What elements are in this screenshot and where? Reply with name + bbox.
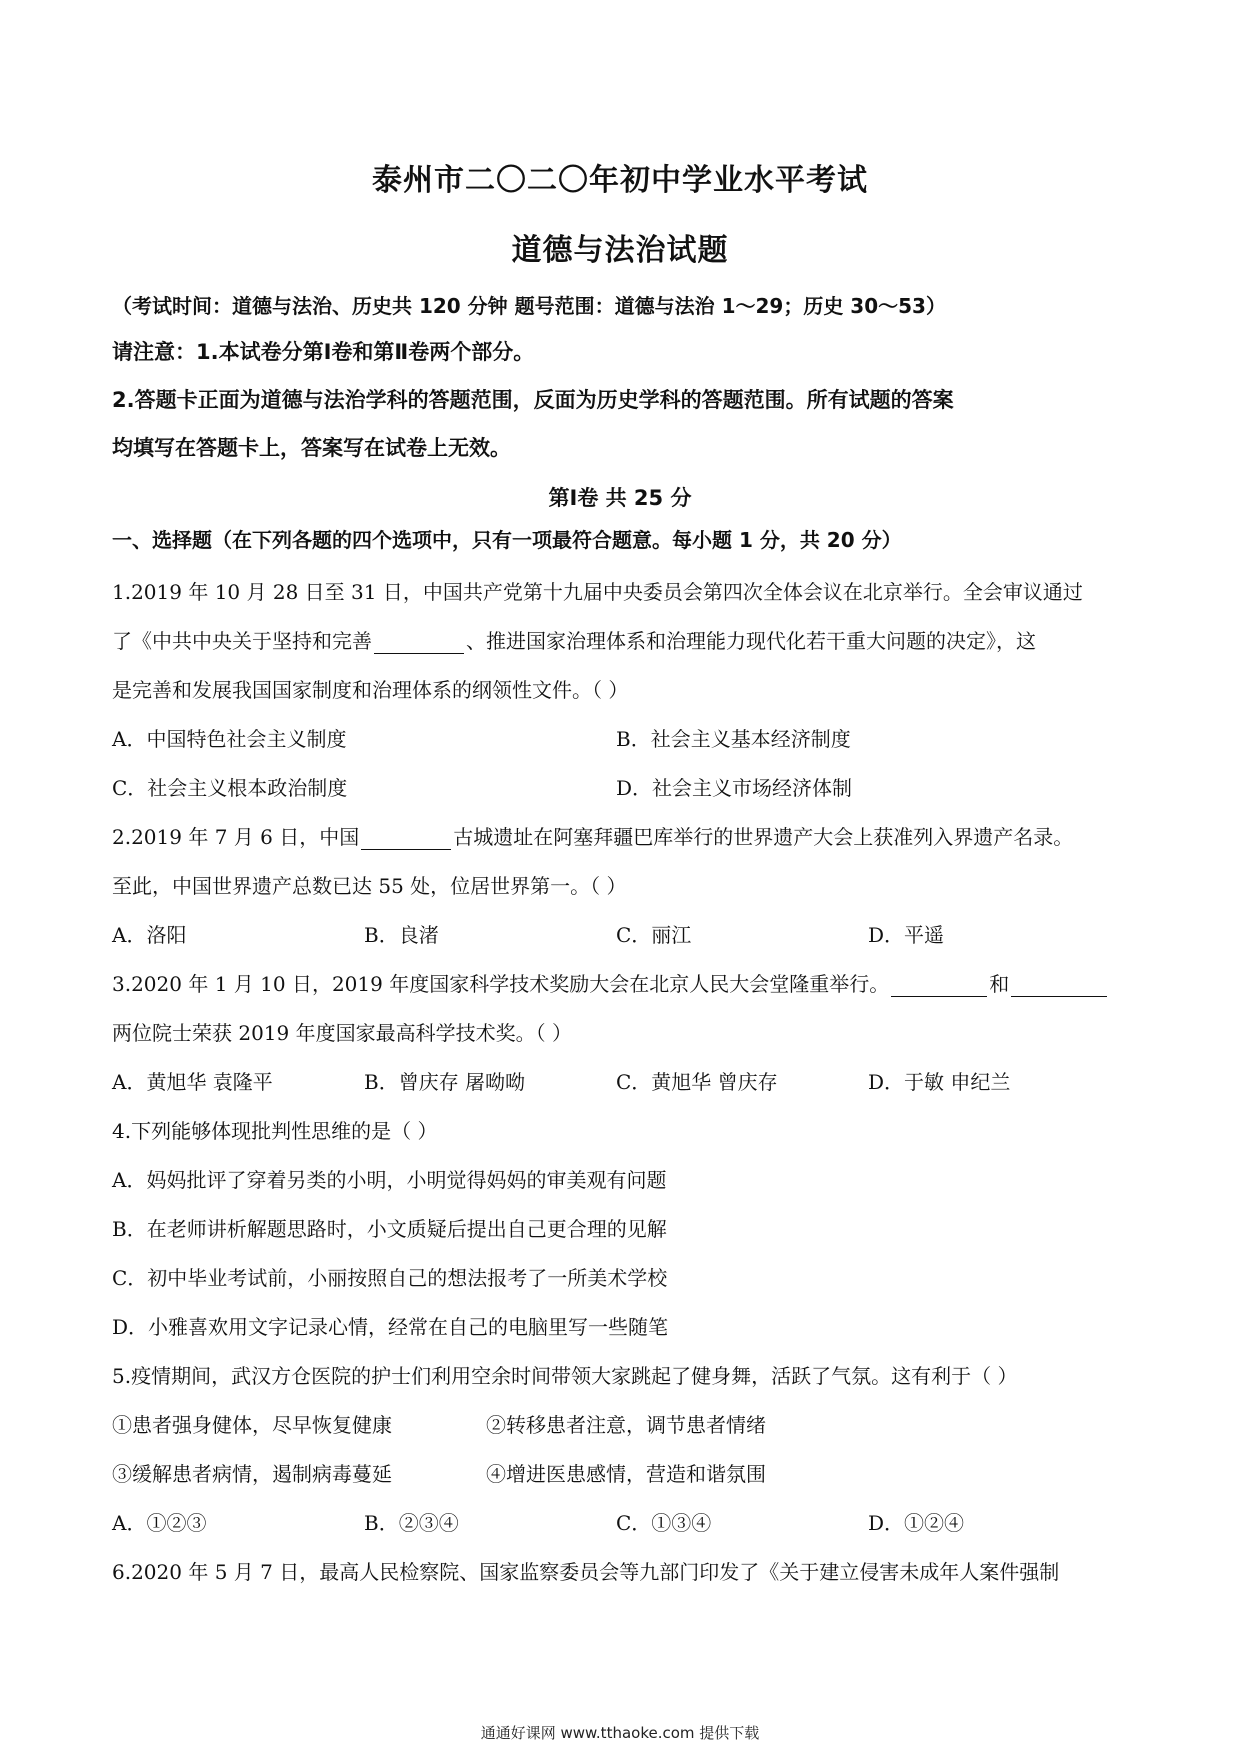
q3-option-a: A．黄旭华 袁隆平: [112, 1070, 273, 1094]
q2-blank: [361, 829, 451, 850]
q4-option-a: A．妈妈批评了穿着另类的小明，小明觉得妈妈的审美观有问题: [112, 1168, 667, 1192]
q5-option-c: C．①③④: [616, 1511, 712, 1535]
q3-option-b: B．曾庆存 屠呦呦: [364, 1070, 526, 1094]
q2-option-c: C．丽江: [616, 923, 692, 947]
q2-line2: 至此，中国世界遗产总数已达 55 处，位居世界第一。（ ）: [112, 874, 627, 898]
part1-title: 第Ⅰ卷 共 25 分: [548, 486, 692, 510]
q4-option-c: C．初中毕业考试前，小丽按照自己的想法报考了一所美术学校: [112, 1266, 668, 1290]
q5-option-b: B．②③④: [364, 1511, 459, 1535]
q3-blank-1: [891, 976, 987, 997]
q1-line3: 是完善和发展我国国家制度和治理体系的纲领性文件。（ ）: [112, 678, 629, 702]
q2-line1-b: 古城遗址在阿塞拜疆巴库举行的世界遗产大会上获准列入界遗产名录。: [453, 825, 1074, 849]
q3-option-d: D．于敏 申纪兰: [868, 1070, 1011, 1094]
q5-item-2: ②转移患者注意，调节患者情绪: [486, 1413, 766, 1437]
q4-option-d: D．小雅喜欢用文字记录心情，经常在自己的电脑里写一些随笔: [112, 1315, 669, 1339]
q3-blank-2: [1011, 976, 1107, 997]
exam-subtitle: 道德与法治试题: [511, 233, 729, 268]
q6-line1: 6.2020 年 5 月 7 日，最高人民检察院、国家监察委员会等九部门印发了《关于建立侵害未成年人案件强制: [112, 1560, 1060, 1584]
q1-option-b: B．社会主义基本经济制度: [616, 727, 851, 751]
q1-option-a: A．中国特色社会主义制度: [112, 727, 347, 751]
q5-item-3: ③缓解患者病情，遏制病毒蔓延: [112, 1462, 392, 1486]
q3-line1-b: 和: [989, 972, 1010, 996]
q2-line1: [112, 821, 1073, 850]
section-title: 一、选择题（在下列各题的四个选项中，只有一项最符合题意。每小题 1 分，共 20 分）: [112, 528, 902, 552]
q2-line1-a: 2.2019 年 7 月 6 日，中国: [112, 825, 360, 849]
q1-line1: 1.2019 年 10 月 28 日至 31 日，中国共产党第十九届中央委员会第四次全体会议在北京举行。全会审议通过: [112, 580, 1083, 604]
q5-item-4: ④增进医患感情，营造和谐氛围: [486, 1462, 766, 1486]
q5-item-1: ①患者强身健体，尽早恢复健康: [112, 1413, 392, 1437]
q2-option-b: B．良渚: [364, 923, 439, 947]
notice-2a: 2.答题卡正面为道德与法治学科的答题范围，反面为历史学科的答题范围。所有试题的答案: [112, 388, 954, 412]
q1-option-d: D．社会主义市场经济体制: [616, 776, 853, 800]
q4-option-b: B．在老师讲析解题思路时，小文质疑后提出自己更合理的见解: [112, 1217, 667, 1241]
q1-line2-a: 了《中共中央关于坚持和完善: [112, 629, 372, 653]
q3-line2: 两位院士荣获 2019 年度国家最高科学技术奖。（ ）: [112, 1021, 572, 1045]
q3-line1-a: 3.2020 年 1 月 10 日，2019 年度国家科学技术奖励大会在北京人民大会堂隆重举行。: [112, 972, 890, 996]
exam-info: （考试时间：道德与法治、历史共 120 分钟 题号范围：道德与法治 1～29；历史 30～53）: [112, 294, 946, 318]
exam-title: 泰州市二〇二〇年初中学业水平考试: [372, 163, 868, 198]
notice-2b: 均填写在答题卡上，答案写在试卷上无效。: [112, 436, 511, 460]
q2-option-d: D．平遥: [868, 923, 945, 947]
q2-option-a: A．洛阳: [112, 923, 187, 947]
q1-line2-b: 、推进国家治理体系和治理能力现代化若干重大问题的决定》，这: [466, 629, 1036, 653]
q4-line1: 4.下列能够体现批判性思维的是（ ）: [112, 1119, 438, 1143]
q1-option-c: C．社会主义根本政治制度: [112, 776, 348, 800]
q5-line1: 5.疫情期间，武汉方仓医院的护士们利用空余时间带领大家跳起了健身舞，活跃了气氛。这有利于（ ）: [112, 1364, 1018, 1388]
q5-option-a: A．①②③: [112, 1511, 207, 1535]
q1-line2: [112, 625, 1036, 654]
notice-1: 请注意：1.本试卷分第Ⅰ卷和第Ⅱ卷两个部分。: [112, 340, 535, 364]
q3-option-c: C．黄旭华 曾庆存: [616, 1070, 778, 1094]
q5-option-d: D．①②④: [868, 1511, 965, 1535]
page-footer: 通通好课网 www.tthaoke.com 提供下载: [480, 1724, 760, 1742]
q1-blank: [374, 633, 464, 654]
q3-line1: [112, 968, 1109, 997]
